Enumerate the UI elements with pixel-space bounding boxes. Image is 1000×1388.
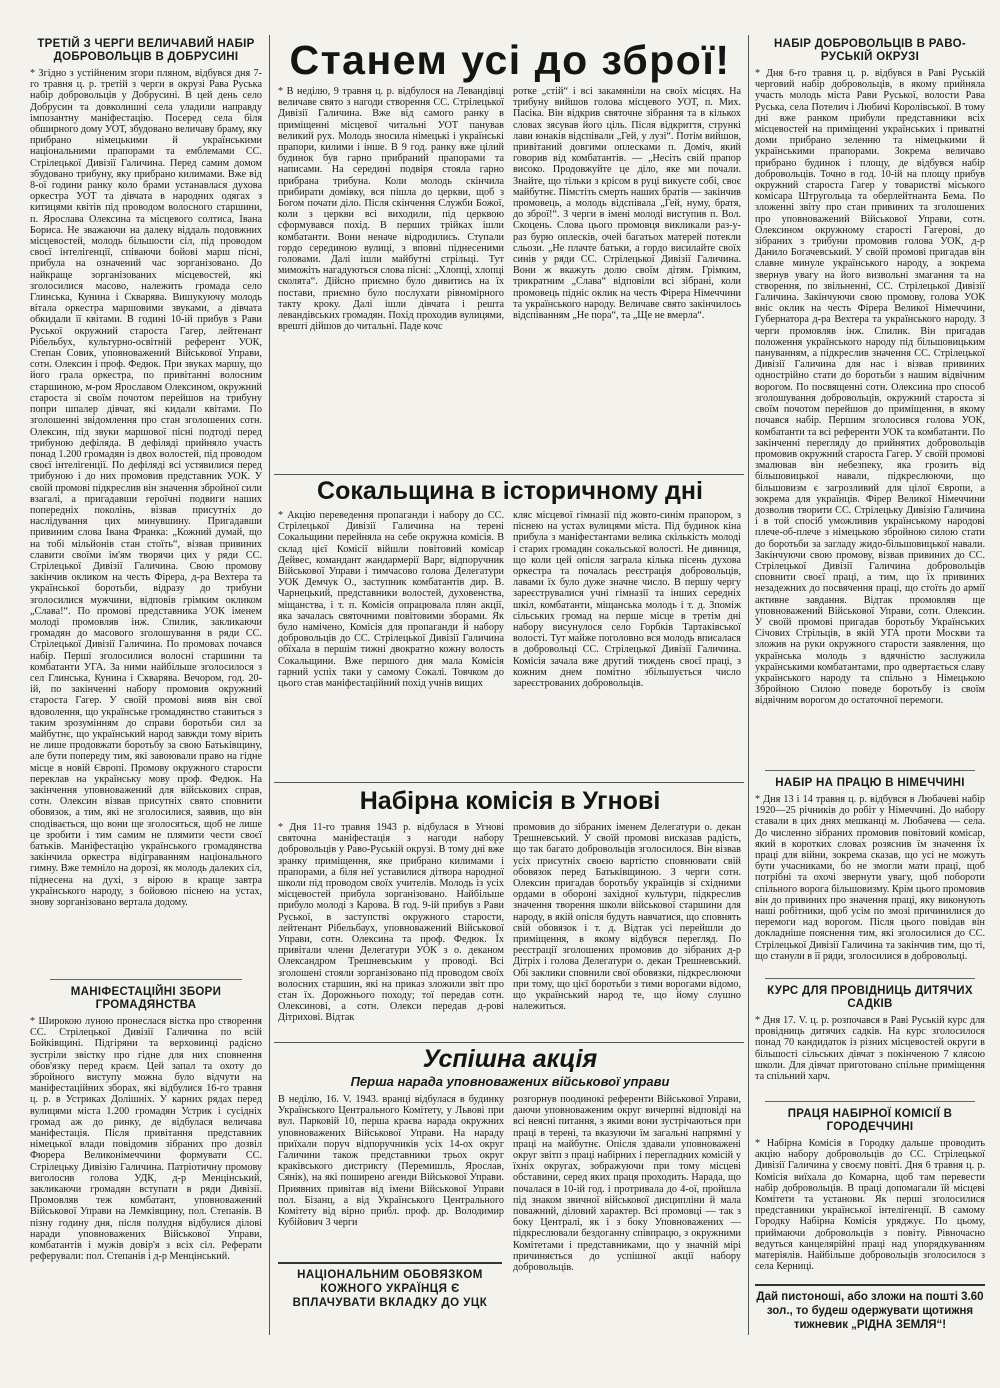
success-article-right: розгорнув поодинокі референти Військової Управи, даючи уповноваженим округ вичерпні відповіді на всі неясні питання, з якими вони зустрічаються при праці в терені, та вказуючи їм загальні напрямні у праці на майбутнє. Опісля здавали уповноважені округ звітп з праці набірних і перегладних комісій у їхніх округах, зображуючи при тому місцеві обставини, серед яких праця проходить. Нарада, що почалася в 10-ій год. і протривала до 4-ої, пройшла під знаком звичної військової дисципліни й мала поважний, діловий характер. Всі промовці — так з боку Централі, як і з боку Уповноважених — підкреслювали бездоганну співпрацю, з окружними Комітетами і представниками, що у значній мірі причиняється до успішної акції набору добровольців. xyxy=(513,1094,741,1274)
article-body-dobrusyn: * Згідно з устійненим згори пляном, відбувся дня 7-го травня ц. р. третій з черги в окрузі Рава Руська набір добровольців у Добрусині. В цей день село Добрусин та довколишні села уладили направду імпозантну маніфестацію. Посеред села біля обширного дому УОТ, збудовано величаву браму, яку прибрано німецькими й українськими національними прапорами та емблемами СС. Стрілецької Дивізії Галичина. Перед самим домом збудовано трибуну, яку прибрано килимами. Вже від 8-ої години ранку коло брами устанавлася духова оркестра УОТ та дівчата в народних одягах з китицями квітів під проводом волосного старшини, п. Ярослава Олексина та місцевого солтиса, Івана Бориса. Не зважаючи на далеку віддаль подовжних місцевостей, молодь більшости сіл, під проводом своєї інтелігенції, співаючи бойові марш пісні, прибула на означений час зорганізовано. До найкраще зорганізованих місцевостей, які зголосилися масово, належить громада село Глинська, Кунина і Скварява. Вишукуючу молодь вітала оркестра маршовими звуками, а дівчата обкидали її квітами. В годині 10-ій прибув з Рави Руської окружний старостa Гагер, лейтенант Рібельбух, культурно-освітній референт УОК, Степан Совик, уповноважений Військової Управи, сотн. Олексин і проф. Федюк. При звуках маршу, що його грала оркестра, по привітанні волосним старшиною, м-ром Ярославом Олексином, окружний староста зі своїм почотом перейшов на трибуну попри шпалер дівчат, які кидали квітами. По зголошенні звідомлення про стан зголошених сотн. Олексин, під звуки маршової пісні подтоді перед трибуною дефіляда. В дефіляді прийняло участь понад 1.200 громадян із двох волостей, під проводом своєї інтелігенції. По дефіляді всі устявилися перед трибуною і до них промовив представник УОК. У своїй промові підкреслив він значення збройної сили взагалі, а пригадавши героїчні подвиги наших попередніх поколінь, візвав присутніх до наслідування цих минувшину. Пригадавши привиним слова Івана Франка: „Кожний думай, що на тобі мільйонів стан стоїть“, візвав привиних славити своїми ім'ям творячи цих у ряди СС. Стрілецької Дивізії Галичина. Свою промову закінчив окликом на честь Фірера, д-ра Вехтера та української боротьби, відразу до трибуни зголосилися мужчини, відповів грімким окликом „Слава!“. По промові представника УОК іменем молоді промовляв інж. Спилик, закликаючи громадян до масового зголошування в ряди СС. Стрілецької Дивізії Галичина. По промовах почався набір. Перші зголосилися волосні старшини та комбатанти УГА. За ними найбільше зголосилося з сел Глинська, Кунина і Скварява. Вечором, год. 20-ій, по закінченні набору промовив окружний староста Гагер. У своїй промові вияв він свої вдоволення, що українське громадянство ставиться з таким зрозумінням до справи боротьби сил за майбутнє, що український народ завжди тому вірить не лише продовжати боротьбу за свою Батьківщину, але бути попереду тим, які завоювали право на гідне місце в новій Європі. Промову окружного старости переклав на українську мову проф. Федюк. На закінчення уповноважений для військових справ, сотн. Олексин візвав присутніх свято сповнити обовязок, а тим, які не зголосилися, заявив, що він сподівається, що вони ще зголосяться, щоб не лише це зробити і тим самим не плямити чести своєї батьків. Маніфестацію українського громадянства закінчила оркестра відіграванням національного гимну. Вже темніло на дорозі, як молодь далеких сіл, піднесена на духі, з вірою в краще завтра українського народу, з бойовою піснею на устах, знову зорганізовано вертала додому. xyxy=(30,68,262,909)
success-subheadline: Перша нарада уповноважених військової управи xyxy=(350,1074,670,1089)
column-left xyxy=(30,38,262,1336)
divider xyxy=(50,979,242,980)
levandivka-article-left: * В неділю, 9 травня ц. р. відбулося на Левандівці величаве свято з нагоди створення СС. Стрілецької Дивізії Галичина. Вже від самого ранку в приміщенні місцевої читальні УОТ панував великий рух. Молодь зносила німецькі і українські прапори, килими і інше. В 9 год. ранку вже цілий будинок був гарно прибраний прапорами та написами. На середині подвіря стояла гарно прибрана трибуна. Коли молодь скінчила прибирати домівку, вся пішла до церкви, щоб з Богом почати діло. Після скінчення Служби Божої, коли з церкви всі виходили, під церквою сформувався похід. В перших трійках ішли комбатанти. Вони неначе відродились. Ступали гордо серединою вулиці, з вповні піднесеними головами. Далі ішли майбутні стрільці. Тут миможіть нагадуються слова пісні: „Хлопці, хлопці сколята“. Дійсно приємно було дивитись на їх постави, приємно було послухати рівномірного такту кроку. Далі ішли дівчата і решта левандівських громадян. Похід проходив вулицями, врешті дійшов до читальні. Паде кочс xyxy=(278,86,504,333)
divider xyxy=(765,978,975,979)
uhniv-article-right: промовив до зібраних іменем Делегатури о. декан Трешневський. У своїй промові висказав радість, що так багато добровольців зголосилося. Він візвав усіх присутніх своєю вартістю сповнювати свій обовязок перед Батьківщиною. З черги сотн. Олексин пригадав боротьбу українців зі східними ордами в обороні західної культури, підкреслив значення творення школи військової старшини для народу, в якій опісля будуть навчатися, що сповнять свій обовязок і т. д. Відтак усі перейшли до приміщення, в якому відбувся перегляд. По реєстрації зголошених промовив до зібраних д-р Дітріх і голова Делегатури о. декан Трешневський. Обі заклики сповнили свої обовязки, підкреслюючи при тому, що цієї боротьби з тими ворогами відомо, що український народ те, що йому слушно належиться. xyxy=(513,822,741,1013)
column-rule-left xyxy=(269,35,270,1335)
article-body-work-germany: * Дня 13 і 14 травня ц. р. відбувся в Любачеві набір 1920—25 річників до робіт у Німеччині. До набору ставали в цих днях мешканці м. Любачева — села. До численно зібраних промовив повітовий комісар, який в коротких словах розяснив їм значення їх праці для війни, зокрема сказав, що усі не можуть бути учасниками, бо не змогли мати праці, щоб потрібні та охочі звернути увагу, щоб побороти спільного ворога більшовизму. Крім цього промовив він до привиних про значення праці, яку виконують наші робітники, щоб усім по змозі причинилися до перемоги над ворогом. Після цього повідав він докладніше пояснення тим, які зголосилися до СС. Стрілецької Дивізії Галичина та закінчив тим, що ті, що станули в її ряди, зголосилися в добровольці. xyxy=(755,794,985,962)
uhniv-headline: Набірна комісія в Угнові xyxy=(359,787,661,815)
subscription-box: Дай пистоноші, або зложи на пошті 3.60 зол., то будеш одержувати щотижня тижневик „РІДНА ЗЕМЛЯ“! xyxy=(755,1284,985,1332)
article-title-horodok: ПРАЦЯ НАБІРНОЇ КОМІСІЇ В ГОРОДЕЧЧИНІ xyxy=(787,1108,953,1133)
sokal-article-left: * Акцію переведення пропаганди і набору до СС. Стрілецької Дивізії Галичина на терені Сокальщини перейняла на себе окружна комісія. В склад цієї Комісії війшли повітовий комісар Дейвес, командант жандармерії Варг, відпоручник Військової Управи і тимчасово голова Делегатури УОК Демчук О., заступник комбатантів дир. В. Чарнецький, представники волостей, духовенства, міщанства, і т. п. Комісія опрацювала плян акції, яка зачалась святочними повітовими зборами. Як було намічено, Комісія для пропаганди й набору добровольців до СС. Стрілецької Дивізії Галичина обїхала в першім тижні двократно кожну волость Сокальщини. Вже першого дня мала Комісія гарний успіх таки у самому Сокалі. Товчком до цього став маніфестаційний похід учнів вищих xyxy=(278,510,504,690)
article-body-manifestation: * Широкою луною пронеслася вістка про створення СС. Стрілецької Дивізії Галичина по всій Бойківщині. Підгіряни та верховинці радісно зустріли звістку про гідне для них сповнення обов'язку перед краєм. Цей запал та охоту до збройного виступу можна було відчути на маніфестаційних зборах, які відбулися 16-го травня ц. р. в Устриках Долішніх. У карних рядах перед вулицями міста 1.200 громадян Устрик і сусідніх громад аж до ринку, де відбулася величава маніфестація. Після привітання представник німецької влади повідомив зібраних про дозвіл Фюрера Великонімеччини формувати СС. Стрілецьку Дивізію Галичина. Патріотичну промову виголосив голова УДК, д-р Менцінський, закликаючи громадян вступати в ряди Дивізії. Промовляв теж комбатант, уповноважений Військової Управи на Лемківщину, пол. Степанів. В пізну годину дня, після полудня відбулися ділові наради уповноважених Військової Управи, комбатантів і мужів довір'я з всіх сіл. Реферати реферували: пол. Степанів і д-р Менцінський. xyxy=(30,1016,262,1263)
article-body-rava-ruska: * Дня 6-го травня ц. р. відбувся в Раві Руській черговий набір добровольців, в якому прийняла участь молодь міста Рави Руської, волости Рава Руська, села Потелич і Любичі Королівської. В тому дні вже ранком прибули представники всіх місцевостей на приміщенні українських і приватні доми прибрано зеленню та німецькими й українськими прапорами. Зокрема величаво прибрано будинок і площу, де відбувся набір добровольців. Точно в год. 10-ій на площу прибув окружний староста Гагер у товаристві міського комісара Штругольца та оберлейтнанта Бема. По зложенні звіту про стан привиних та зголошених про уповноважений Військової Управи, сотн. Олексином окружному старості Гагерові, до зібраних з трибуни промовив голова УОК, д-р Данило Богачевський. У своїй промові пригадав він славне минуле українського народу, а зокрема звернув увагу на його визвольні змагання та на створення, по звільненні, СС. Стрілецької Дивізії Галичина. Закінчуючи свою промову, голова УОК вніс оклик на честь Фірера Великої Німеччини, Губернатора д-ра Вехтера та українського народу. З черги промовляв інж. Спилик. Він пригадав положення українського народу під більшовицьким пануванням, а підкреслив значення СС. Стрілецької Дивізії Галичина для нас і візвав привиних однострійно стати до боротьби з нашим відвічним ворогом. По посвященні сотн. Олексина про способ зголошування добровольців, окружний староста зі своїм почотом перейшов до приміщення, в якому почався набір. Першим зголосився голова УОК, комбатанти та всі референти УОК та комбатанти. По закінченні перегляду до прийнятих добровольців промовив окружний староста Гагер. У своїй промові змалював він небезпеку, яка грозить від більшовицької навали, підкреслюючи, що більшовизм є загрозливий для цілої Європи, а зокрема для українців. Фірер Великої Німеччини дозволив творити СС. Стрілецьку Дивізію Галичина і в той спосіб уможливив українському народові плече-об-плече з німецькою збройною силою стати до боротьби за загладу жидо-більшовицької навали. Закінчуючи свою промову, візвав привиних до СС. Стрілецької Дивізії Галичина добровольців сповнити своєї праці, а тим, що їх привиних незадежних до посвячення праці, що стоїть до армії активне завдання. Відтак промовляв ще уповноважений Військової Управи, сотн. Олексин. У своїй промові пригадав боротьбу Українських Січових Стрільців, в якій УГА проти Москви та зложив на руки окружного старости заявлення, що українська молодь з вдячністю заслужила українськими комбатантами, про одвертається славу українського народу та спільно з Німецькою Збройною Силою поведе боротьбу із своїм відвічним ворогом до остаточної перемоги. xyxy=(755,68,985,707)
success-article-left: В неділю, 16. V. 1943. вранці відбулася в будинку Українського Центрального Комітету, у Львові при вул. Парковій 10, перша краєва нарада окружних уповноважених Військової Управи. На нараду приїхали поруч відпоручників усіх 14-ох округ Галичини також представники трьох округ краківського дистрикту (Перемишль, Ярослав, Сянік), на які поширено агенди Військової Управи. Приявних привітав від імени Військової Управи пол. Бізанц, а від Українського Центрального Комітету від вірно прибл. проф. др. Володимир Кубійович 3 черги xyxy=(278,1094,504,1229)
column-rule-right xyxy=(748,35,749,1335)
sokal-headline: Сокальщина в історичному дні xyxy=(317,477,703,505)
article-body-horodok: * Набірна Комісія в Городку дальше проводить акцію набору добровольців до СС. Стрілецької Дивізії Галичина у своєму повіті. Дня 6 травня ц. р. Комісія виїхала до Комарна, щоб там перевести набір добровольців. В праці допомагали їй місцеві Комітети та установи. Як перші зголосилися представники української інтелігенції. В самому Городку Набірна Комісія уряджує. По цьому, приймаючи добровольців з повіту. Рівночасно ведуться канцелярійні праці над упорядкуванням матеріялів. Найбільше добровольців зголосилося з села Керниці. xyxy=(755,1138,985,1273)
levandivka-article-right: ротке „стій“ і всі закамяніли на своїх місцях. На трибуну вийшов голова місцевого УОТ, п. Мих. Пасіка. Він відкрив святочне зібрання та в кількох словах зясував його ціль. Після відкриття, стрункі лави юнаків відспівали „Гей, у лузі“. Потім вийшов, привітаний довгими оплесками п. Доміч, який говорив від комбатантів. — „Несіть свій прапор високо. Продовжуйте це діло, яке ми почали. Знайте, що тільки з крісом в руці викуєте собі, своє майбутнє. Пімстіть смерть наших братів — закінчив промовець, а молодь відспівала „Гей, нуму, братя, до зброї!“. З черги в імені молоді виступив п. Вол. Скоцень. Слова цього промовця викликали раз-у-раз бурю оплесків, очей багатьох матерей потекли сльози. „Не плачте батьки, а гордо висилайте своїх синів у ряди СС. Стрілецької Дивізії Галичина. Вони ж вкажуть долю своїм дітям. Грімким, трикратним „Слава“ відповіли всі зібрані, коли промовець підніс оклик на честь Фірера Німеччини та українського народу. Величаве свято закінчилось відспіванням „Не пора“, та „Ще не вмерла“. xyxy=(513,86,741,322)
divider xyxy=(274,782,744,783)
divider xyxy=(765,1101,975,1102)
uhniv-article-left: * Дня 11-го травня 1943 р. відбулася в Угнові святочна маніфестація з нагоди набору добровольців у Раво-Руській окрузі. В тому дні вже зранку приміщення, яке прибрано килимами і прапорами, а біля неї уставилися дітвора народної школи під проводом своїх учителів. Молодь із усіх місцевостей прибула зорганізовано. Найбільше прибуло молоді з Карова. В год. 9-ій прибув з Рави Руської, в заступстві окружного старости, лейтенант Рібельбаух, уповноважений Військової Управи, сотн. Олексина та проф. Федюк. Їх привітали члени Делегатури УОК з о. деканом Олександром Трешневським у проводі. Всі зголошені стояли зорганізовано під проводом своїх волосних старшин, які на приказ зложили звіт про стан їх. Дорожнього походу; тої передав сотн. Олексинові, а сотн. Олекси передав д-рові Дітрихові. Відтак xyxy=(278,822,504,1024)
success-headline: Успішна акція xyxy=(422,1045,598,1073)
divider xyxy=(274,474,744,475)
divider xyxy=(765,770,975,771)
main-headline: Станем усі до зброї! xyxy=(289,37,731,83)
article-title-dobrusyn: ТРЕТІЙ З ЧЕРГИ ВЕЛИЧАВИЙ НАБІР ДОБРОВОЛЬЦІВ В ДОБРУСИНІ xyxy=(37,38,255,63)
article-title-kindergarten-course: КУРС ДЛЯ ПРОВІДНИЦЬ ДИТЯЧИХ САДКІВ xyxy=(767,985,973,1010)
article-body-kindergarten-course: * Дня 17. V. ц. р. розпочався в Раві Руській курс для провідниць дитячих садків. На курс зголосилося понад 70 кандидаток із різних місцевостей округи в більшості сільських дівчат з покінченою 7 клясою школи. Для дівчат приготовано спільне приміщення та спільний харч. xyxy=(755,1015,985,1083)
column-right xyxy=(755,38,985,1274)
divider xyxy=(274,1042,744,1043)
article-title-manifestation: МАНІФЕСТАЦІЙНІ ЗБОРИ ГРОМАДЯНСТВА xyxy=(70,986,222,1011)
ucc-appeal-box: НАЦІОНАЛЬНИМ ОБОВЯЗКОМ КОЖНОГО УКРАЇНЦЯ Є ВПЛАЧУВАТИ ВКЛАДКУ ДО УЦК xyxy=(278,1262,502,1310)
article-title-work-germany: НАБІР НА ПРАЦЮ В НІМЕЧЧИНІ xyxy=(775,777,965,789)
article-title-rava-ruska: НАБІР ДОБРОВОЛЬЦІВ В РАВО-РУСЬКІЙ ОКРУЗІ xyxy=(774,38,966,63)
sokal-article-right: кляс місцевої гімназії під жовто-синім прапором, з піснею на устах вулицями міста. Під будинок кіна прибула з маніфестантами велика скількість молоді і старих громадян сокальської волості. Не дивниця, що коли цей опісля заграла кілька пісень духова оркестра та почалась реєстрація добровольців, лавами їх було дуже значне число. В першу чергу зареєструвалися учні гімназії та інших середніх шкіл, комбатанти, міщанська молодь і т. д. Зпоміж сільських громад на перше місце в третім дні набору висунулося село Горбків Тартаківської волості. Тут майже поголовно вся молодь вписалася в добровольці СС. Стрілецької Дивізії Галичина. Комісія зачала вже другий тиждень своєї праці, з кожним днем помітно збільшується число зареєстрованих добровольців. xyxy=(513,510,741,690)
